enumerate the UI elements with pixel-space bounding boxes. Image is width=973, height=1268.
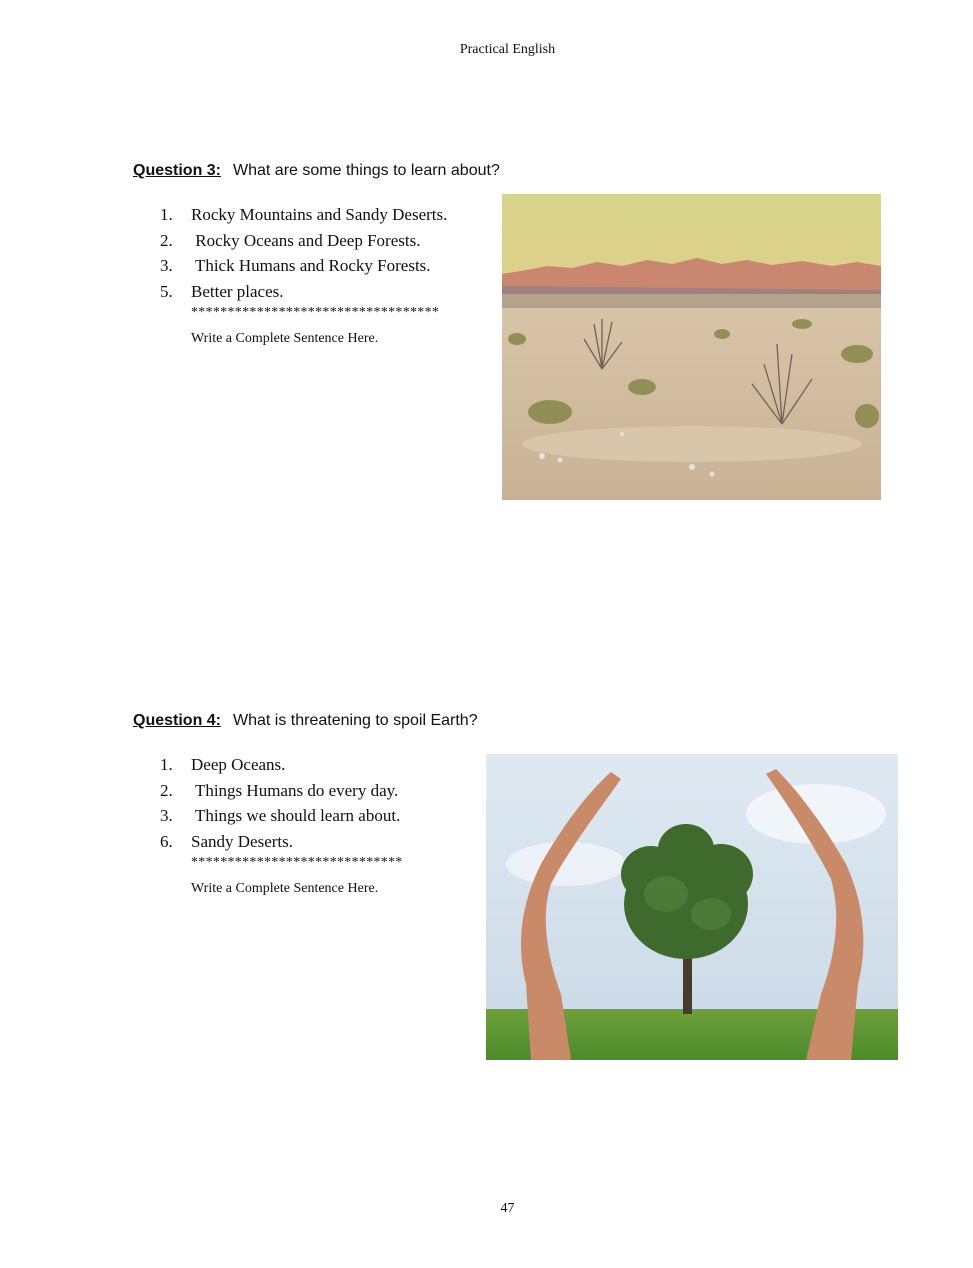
page-number: 47 — [500, 1201, 515, 1216]
question-3-options — [160, 202, 447, 304]
option-item: 3. Thick Humans and Rocky Forests. — [160, 256, 431, 275]
option-item: 3. Things we should learn about. — [160, 806, 401, 825]
option-item: 6. Sandy Deserts. — [160, 831, 293, 851]
page-header: Practical English — [459, 42, 556, 57]
answer-stars: ********************************** — [191, 305, 440, 320]
question-4 — [133, 712, 478, 730]
answer-stars: ***************************** — [191, 855, 403, 870]
answer-prompt: Write a Complete Sentence Here. — [191, 881, 379, 896]
question-3-text: What are some things to learn about? — [233, 162, 500, 179]
desert-painting-image — [502, 194, 881, 500]
question-4-text: What is threatening to spoil Earth? — [233, 712, 478, 729]
option-item: 2. Things Humans do every day. — [160, 780, 399, 800]
option-item: 1. Rocky Mountains and Sandy Deserts. — [160, 205, 448, 224]
question-4-options — [160, 752, 400, 854]
option-item: 5. Better places. — [160, 281, 284, 301]
option-item: 2. Rocky Oceans and Deep Forests. — [160, 230, 421, 250]
question-4-label: Question 4: — [133, 712, 222, 729]
question-3 — [133, 162, 500, 180]
answer-prompt: Write a Complete Sentence Here. — [191, 331, 379, 346]
hands-tree-image — [486, 754, 898, 1060]
question-3-label: Question 3: — [133, 162, 222, 179]
option-item: 1. Deep Oceans. — [160, 755, 286, 774]
